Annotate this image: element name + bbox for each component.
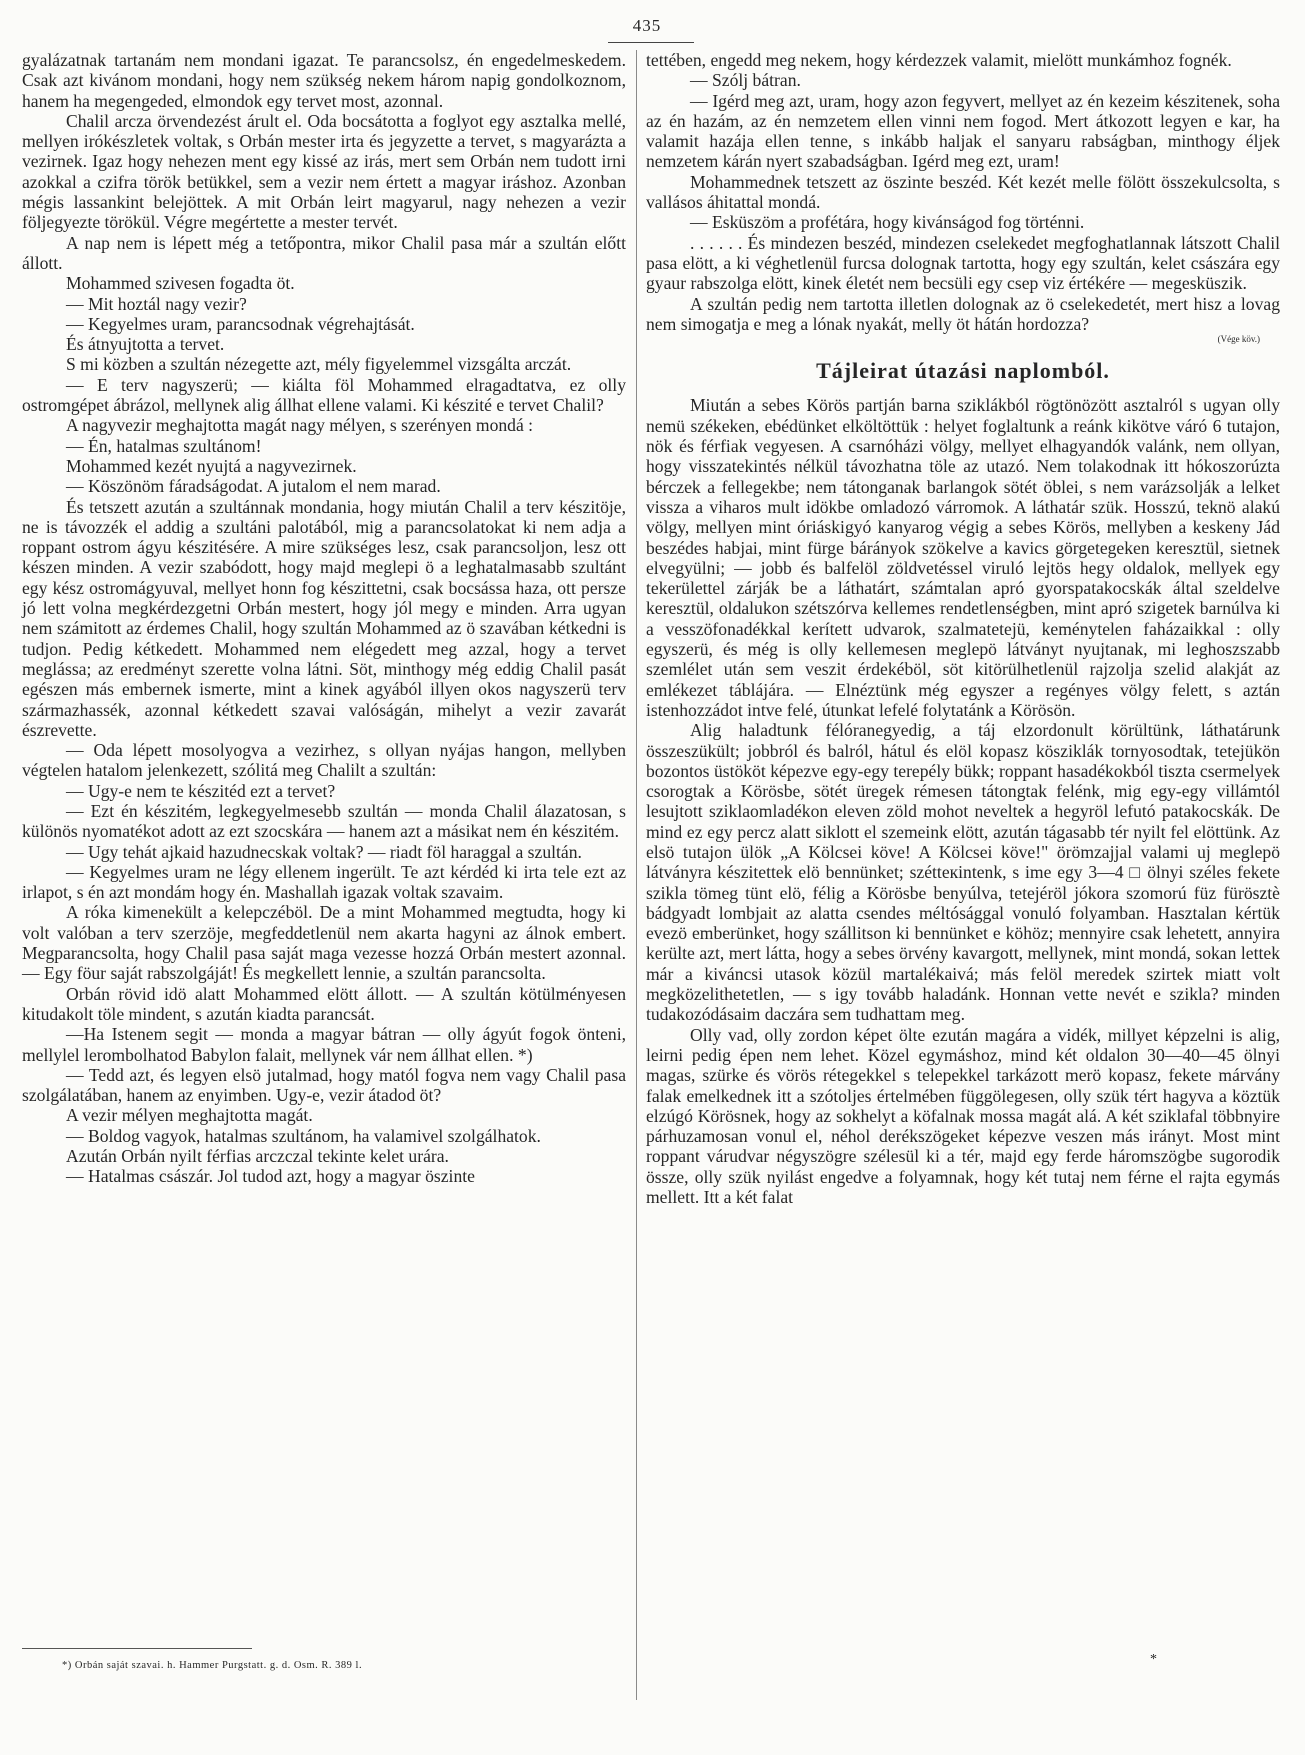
paragraph: — Kegyelmes uram, parancsodnak végrehajtását. [66,313,415,334]
paragraph: Mohammed szivesen fogadta öt. [66,273,295,294]
right-column-travel-article [646,395,1280,1207]
paragraph: — Szólj bátran. [690,70,801,91]
paragraph: — Esküszöm a profétára, hogy kivánságod fog történni. [690,212,1085,233]
paragraph: És átnyujtotta a tervet. [66,334,225,355]
column-divider [636,50,637,1700]
footnote-rule [22,1648,252,1649]
star-mark: * [1150,1652,1157,1667]
paragraph: A nagyvezir meghajtotta magát nagy mélyen, s szerényen mondá : [66,415,534,436]
paragraph: . . . . . . És mindezen beszéd, mindezen cselekedet megfoghatlannak látszott Chalil pasa elött, a ki véghetlenül furcsa dolognak tartotta, hogy egy szultán, kelet császára egy gyaur rabszolga elött, kinek életét nem becsüli egy csep viz értékére — megesküszik. [646,232,1280,294]
paragraph: Alig haladtunk félóranegyedig, a táj elzordonult körültünk, láthatárunk összeszükült; jobbról és balról, hátul és elöl kopasz kösziklák tornyosodtak, tetejükön bozontos üstököt képezve egy-egy terepély bükk; roppant hasadékokból tiszta csermelyek csorogtak a Körösbe, sötét üregek rémesen tátongtak felénk, mig egy-egy villámtól lesujtott sziklaomladékon eleven zöld mohot neveltek a hegyröl lefutó patakocskák. De mind ez egy percz alatt siklott el szemeink elött, azután tágasabb tér nyilt fel elöttünk. Az elsö tutajon ülök „A Kölcsei köve! A Kölcsei köve!" örömzajjal valami uj meglepö látványra készitettek elö bennünket; szétteкintenk, s ime egy 3—4 □ ölnyi széles fekete szikla tömeg tünt elö, félig a Körösbe benyúlva, tetejéröl jókora szomorú füz fürösztè bádgyadt lombjait az alatta csendes méltósággal vonuló folyamban. Hasztalan kértük evezö emberünket, hogy szállitson ki bennünket e köhöz; mennyire csak lehetett, annyira kerülte azt, mert látta, hogy a sebes örvény kavargott, mellynek, mint mondá, sokan lettek már a kiváncsi utasok közül martalékaivá; más felöl meredek szirtek miatt volt megközelithetetlen, — s igy tovább haladánk. Honnan vette nevét e szikla? minden tudakozódásaim daczára sem tudhattam meg. [646,720,1280,1025]
paragraph: — Igérd meg azt, uram, hogy azon fegyvert, mellyet az én kezeim készitenek, soha az én hazám, az én nemzetem ellen vinni nem fogod. Mert átkozott legyen e kar, ha valamit hazája ellen tenne, s inkább haljak el sanyaru rabságban, minthogy éljek nemzetem kárán nyert szabadságban. Igérd meg ezt, uram! [646,90,1280,172]
paragraph: A szultán pedig nem tartotta illetlen dolognak az ö cselekedetét, mert hisz a lovag nem simogatja e meg a lónak nyakát, melly öt hátán hordozza? [646,293,1280,334]
paragraph: —Ha Istenem segit — monda a magyar bátran — olly ágyút fogok önteni, mellylel lerombolhatod Babylon falait, mellynek vár nem állhat ellen. *) [22,1024,626,1065]
paragraph: — Mit hoztál nagy vezir? [66,293,247,314]
paragraph: A vezir mélyen meghajtotta magát. [66,1105,313,1126]
paragraph: Mohammednek tetszett az öszinte beszéd. Két kezét melle fölött összekulcsolta, s vallásos áhitattal mondá. [646,171,1280,213]
paragraph: — Ugy tehát ajkaid hazudnecskak voltak? — riadt föl haraggal a szultán. [66,841,582,862]
paragraph: — Tedd azt, és legyen elsö jutalmad, hogy matól fogva nem vagy Chalil pasa szolgálatában, hanem az enyimben. Ugy-e, vezir átadod öt? [22,1064,626,1106]
paragraph: Orbán rövid idö alatt Mohammed elött állott. — A szultán kötülményesen kitudakolt töle mindent, s azután kiadta parancsát. [22,983,626,1024]
paragraph: — Hatalmas császár. Jol tudod azt, hogy a magyar öszinte [66,1166,475,1187]
paragraph: gyalázatnak tartanám nem mondani igazat. Te parancsolsz, én engedelmeskedem. Csak azt kivánom mondani, hogy nem szükség nekem három napig gondolkoznom, hanem ha megengeded, elmondok egy tervet most, azonnal. [22,50,626,111]
paragraph: — Kegyelmes uram ne légy ellenem ingerült. Te azt kérdéd ki irta tele ezt az irlapot, s én azt mondám hogy én. Mashallah igazak voltak szavaim. [22,861,626,903]
paragraph: — Köszönöm fáradságodat. A jutalom el nem marad. [66,476,441,497]
paragraph: Miután a sebes Körös partján barna sziklákból rögtönözött asztalról s ugyan olly nemü székeken, ebédünket elköltöttük : helyet foglaltunk a reánk kikötve váró 6 tutajon, nök és férfiak vegyesen. A csarnóházi völgy, mellyet elhagyandók valánk, nem ollyan, hogy visszatekintés nélkül távozhatna töle az utazó. Nem tolakodnak itt hókoszorúzta bérczek a fellegekbe; nem tátonganak barlangok sötét öblei, s nem varázsolják a lelket vissza a viharos mult idökbe omladozó várromok. A láthatár szük. Hosszú, teknö alakú völgy, mellyen mint óriáskigyó kanyarog végig a sebes Körös, mellyben a keskeny Jád beszédes habjai, mint fürge bárányok szökelve a kavics görgetegeken keresztül, sietnek elvegyülni; — jobb és balfelöl zöldvetéssel viruló lejtös hegy oldalok, mellyek egy tekerülettel zárják be a láthatárt, számtalan apró gyorspatakocskák által szeldelve keresztül, oldalukon szétszórva kellemes rendetlenségben, mint apró szigetek barnúlva ki a vesszöfonadékkal kerített udvarok, szalmatetejü, keménytelen faházaikkal : olly egyszerü, és még is olly kellemesen meglepö látványt nyujtanak, mi leghoszszabb szemlélet után sem veszit érdekéböl, söt kitörülhetlenül rajzolja szelid alakját az emlékezet táblájára. — Elnéztünk még egyszer a regényes völgy felett, s aztán istenhozzádot intve felé, útunkat lefelé folytatánk a Körösön. [646,395,1280,720]
paragraph: És tetszett azután a szultánnak mondania, hogy miután Chalil a terv készitöje, ne is távozzék el addig a szultáni palotából, mig a parancsolatokat ki nem adja a roppant ostrom ágyu készitésére. A mire szükséges lesz, csak parancsoljon, lesz ott készen minden. A vezir szabódott, hogy majd meglepi ö a leghatalmasabb szultánt egy kész ostromágyuval, mellyet honn fog készittetni, csak bocsássa haza, ott perszе jó lett volna megkérdezgetni Orbán mestert, hogy jól megy e minden. Arra ugyan nem számitott az érdemes Chalil, hogy szultán Mohammed az ö szavában kétkedni is tudjon. Pedig kétkedett. Mohammed nem elégedett meg azzal, hogy a tervet meglássa; az eredményt szerette volna látni. Söt, minthogy még eddig Chalil pasát egészen más embernek ismerte, mint a kinek agyából illyen okos nagyszerü terv származhassék, azonnal kétkedett szavai valóságán, mihelyt a vezir zavarát észrevette. [22,496,626,740]
paragraph: — Én, hatalmas szultánom! [66,435,262,456]
continuation-note: (Vége köv.) [1217,334,1260,345]
paragraph: — Ugy-e nem te készitéd ezt a tervet? [66,780,336,801]
paragraph: Mohammed kezét nyujtá a nagyvezirnek. [66,455,357,476]
paragraph: S mi közben a szultán nézegette azt, mély figyelemmel vizsgálta arczát. [66,354,572,375]
left-column [22,50,626,1187]
paragraph: tettében, engedd meg nekem, hogy kérdezzek valamit, mielött munkámhoz fognék. [646,50,1232,70]
footnote: *) Orbán saját szavai. h. Hammer Purgstatt. g. d. Osm. R. 389 l. [62,1660,363,1671]
right-column [646,50,1280,1207]
header-rule [608,42,694,43]
page-number: 435 [632,16,662,35]
paragraph: A nap nem is lépett még a tetőpontra, mikor Chalil pasa már a szultán előtt állott. [22,232,626,273]
paragraph: — E terv nagyszerü; — kiálta föl Mohammed elragadtatva, ez olly ostromgépet ábrázol, mellynek alig állhat ellene valami. Ki készité e tervet Chalil? [22,374,626,416]
paragraph: Azután Orbán nyilt férfias arczczal tekinte kelet urára. [66,1146,449,1167]
paragraph: — Oda lépett mosolyogva a vezirhez, s ollyan nyájas hangon, mellyben végtelen hatalom jelenkezett, szólitá meg Chalilt a szultán: [22,740,626,781]
paragraph: A róka kimenekült a kelepczéböl. De a mint Mohammed megtudta, hogy ki volt valóban a terv szerzöje, megfeddetlenül nem akarta hagyni az álnok embert. Megparancsolta, hogy Chalil pasa saját maga vezesse hozzá Orbán mestert azonnal. — Egy föur saját rabszolgáját! És megkellett lennie, a szultán parancsolta. [22,902,626,984]
paragraph: — Boldog vagyok, hatalmas szultánom, ha valamivel szolgálhatok. [66,1125,541,1146]
paragraph: Chalil arcza örvendezést árult el. Oda bocsátotta a foglyot egy asztalka mellé, mellyen irókészletek voltak, s Orbán mester irta és jegyzette a tervet, s magyarázta a vezirnek. Igaz hogy nehezen ment egy kissé az irás, mert sem Orbán nem tudott irni azokkal a czifra török betükkel, sem a vezir nem értett a magyar iráshoz. Azonban mégis lassankint belejöttek. A mit Orbán leirt magyarul, nagy nehezen a vezir följegyezte törökül. Végre megértette a mester tervét. [22,110,626,233]
right-column-story-end [646,50,1280,334]
section-title: Tájleirat útazási naplomból. [816,358,1110,384]
paragraph: — Ezt én készitém, legkegyelmesebb szultán — monda Chalil álazatosan, s különös nyomatékot adott az ezt szocskára — hanem azt a másikat nem én készitém. [22,800,626,842]
paragraph: Olly vad, olly zordon képet ölte ezután magára a vidék, millyet képzelni is alig, leirni pedig épen nem lehet. Közel egymáshoz, mind két oldalon 30—40—45 ölnyi magas, szürke és vörös rétegekkel s telepekkel tarkázott merö kopasz, fekete márvány falak emelkednek itt a szótoljes értelmében függölegesen, olly szük tért hagyva a köztük elzúgó Körösnek, hogy az sokhelyt a köfalnak mossa magát alá. A két sziklafal többnyire párhuzamosan vonul el, néhol derékszögeket képezve veszen más irányt. Most mint roppant várudvar négyszögre szélesül ki a tér, majd egy ferde háromszögbe sugorodik össze, olly szük nyilást engedve a folyamnak, hogy két tutaj nem férne el rajta egymás mellett. Itt a két falat [646,1024,1280,1208]
